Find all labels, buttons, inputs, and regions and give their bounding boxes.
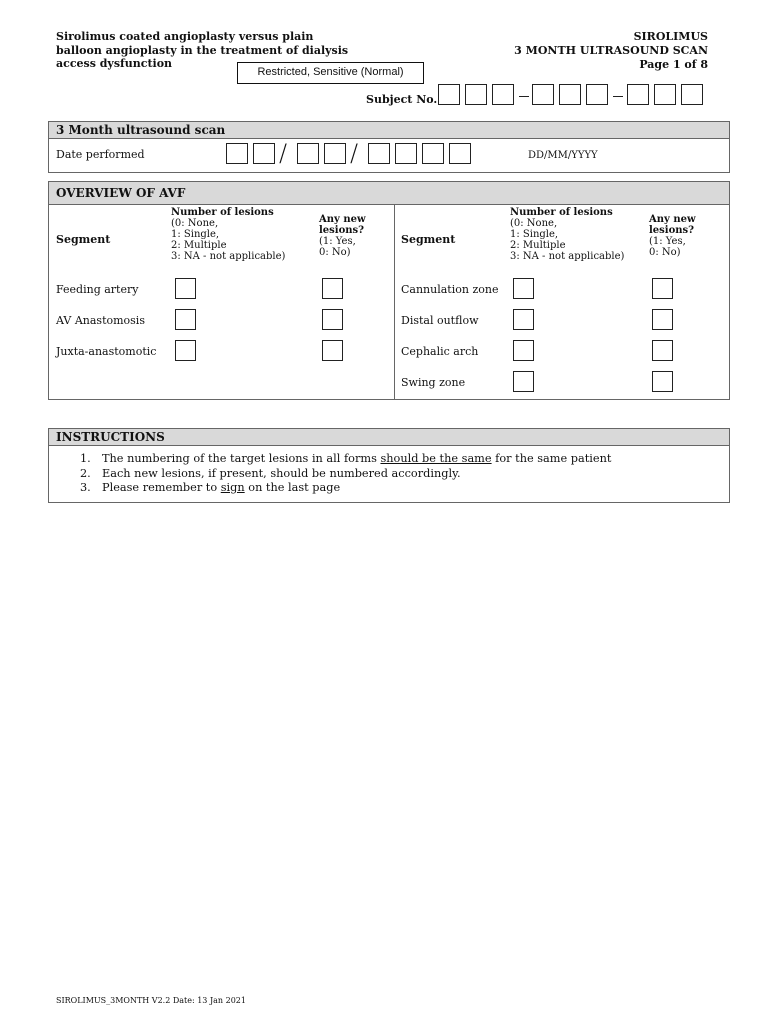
subject-digit-box[interactable] [559,84,581,105]
instruction-text: on the last page [244,481,341,494]
separator-dash [519,96,529,97]
overview-section [48,181,730,400]
lesion-count-box[interactable] [513,371,534,392]
form-version-footer: SIROLIMUS_3MONTH V2.2 Date: 13 Jan 2021 [56,996,246,1005]
date-performed-label: Date performed [56,148,145,161]
instruction-number: 1. [80,452,91,465]
date-digit-box[interactable] [253,143,275,164]
instruction-item [80,467,611,482]
lesions-header-line: 1: Single, [510,229,559,240]
lesions-header-line: 2: Multiple [510,240,566,251]
subject-digit-box[interactable] [438,84,460,105]
new-lesions-header-line: 0: No) [649,247,681,258]
lesions-header-line: 2: Multiple [171,240,227,251]
date-digit-box[interactable] [324,143,346,164]
instruction-number: 3. [80,481,91,494]
column-divider [394,205,395,399]
segment-label-cannulation-zone: Cannulation zone [401,283,499,296]
new-lesion-box[interactable] [652,278,673,299]
new-lesions-header-line: lesions? [649,225,695,236]
lesions-header-line: (0: None, [171,218,219,229]
segment-label-cephalic-arch: Cephalic arch [401,345,479,358]
subject-digit-box[interactable] [465,84,487,105]
form-name: 3 MONTH ULTRASOUND SCAN [514,44,708,57]
date-digit-box[interactable] [395,143,417,164]
lesions-header-line: (0: None, [510,218,558,229]
date-digit-box[interactable] [297,143,319,164]
subject-digit-box[interactable] [627,84,649,105]
subject-digit-box[interactable] [681,84,703,105]
new-lesions-header-left [319,214,366,258]
instruction-number: 2. [80,466,91,480]
new-lesion-box[interactable] [322,278,343,299]
instruction-text: Each new lesions, if present, should be numbered accordingly. [102,466,461,480]
new-lesions-header-line: Any new [319,214,366,225]
segment-header-right: Segment [401,233,456,246]
lesions-header-line: Number of lesions [171,207,274,218]
scan-section-title: 3 Month ultrasound scan [49,122,729,139]
new-lesions-header-right [649,214,696,258]
lesion-count-box[interactable] [513,278,534,299]
instruction-item [80,481,611,496]
subject-digit-box[interactable] [532,84,554,105]
subject-digit-box[interactable] [492,84,514,105]
subject-number-label: Subject No. [366,93,438,106]
date-digit-box[interactable] [422,143,444,164]
instruction-text: Please remember to [102,481,221,494]
date-digit-box[interactable] [368,143,390,164]
date-separator-slash: / [279,139,288,167]
date-digit-box[interactable] [449,143,471,164]
lesion-count-box[interactable] [513,309,534,330]
segment-label-distal-outflow: Distal outflow [401,314,479,327]
classification-badge: Restricted, Sensitive (Normal) [237,62,424,84]
subject-digit-box[interactable] [654,84,676,105]
lesions-header-line: 3: NA - not applicable) [510,251,625,262]
new-lesions-header-line: 0: No) [319,247,351,258]
new-lesion-box[interactable] [652,340,673,361]
segment-label-juxta-anastomotic: Juxta-anastomotic [56,345,157,358]
lesions-header-right [510,207,624,262]
instruction-text: The numbering of the target lesions in all forms [102,452,381,465]
segment-label-swing-zone: Swing zone [401,376,466,389]
lesion-count-box[interactable] [175,278,196,299]
study-title-line: Sirolimus coated angioplasty versus plain [56,30,314,43]
segment-label-av-anastomosis: AV Anastomosis [56,314,145,327]
instructions-title: INSTRUCTIONS [49,429,729,446]
segment-header-left: Segment [56,233,111,246]
new-lesions-header-line: (1: Yes, [649,236,686,247]
new-lesion-box[interactable] [322,309,343,330]
lesions-header-left [171,207,285,262]
instructions-list [80,452,611,496]
lesions-header-line: Number of lesions [510,207,613,218]
new-lesion-box[interactable] [652,309,673,330]
new-lesions-header-line: Any new [649,214,696,225]
new-lesion-box[interactable] [322,340,343,361]
separator-dash [613,96,623,97]
date-separator-slash: / [350,139,359,167]
instruction-emphasis: should be the same [380,452,492,465]
instruction-text: for the same patient [491,452,612,465]
new-lesion-box[interactable] [652,371,673,392]
lesions-header-line: 1: Single, [171,229,220,240]
study-title-line: balloon angioplasty in the treatment of dialysis [56,43,349,57]
date-digit-box[interactable] [226,143,248,164]
page-info: Page 1 of 8 [639,58,708,71]
overview-title: OVERVIEW OF AVF [49,182,729,205]
lesion-count-box[interactable] [175,340,196,361]
new-lesions-header-line: (1: Yes, [319,236,356,247]
lesion-count-box[interactable] [175,309,196,330]
form-header [514,30,708,72]
study-title-line: access dysfunction [56,57,173,70]
lesion-count-box[interactable] [513,340,534,361]
segment-label-feeding-artery: Feeding artery [56,283,139,296]
subject-digit-box[interactable] [586,84,608,105]
study-name: SIROLIMUS [633,30,708,43]
date-format-hint: DD/MM/YYYY [528,150,598,161]
instruction-item [80,452,611,467]
lesions-header-line: 3: NA - not applicable) [171,251,286,262]
instruction-emphasis: sign [220,481,245,494]
new-lesions-header-line: lesions? [319,225,365,236]
